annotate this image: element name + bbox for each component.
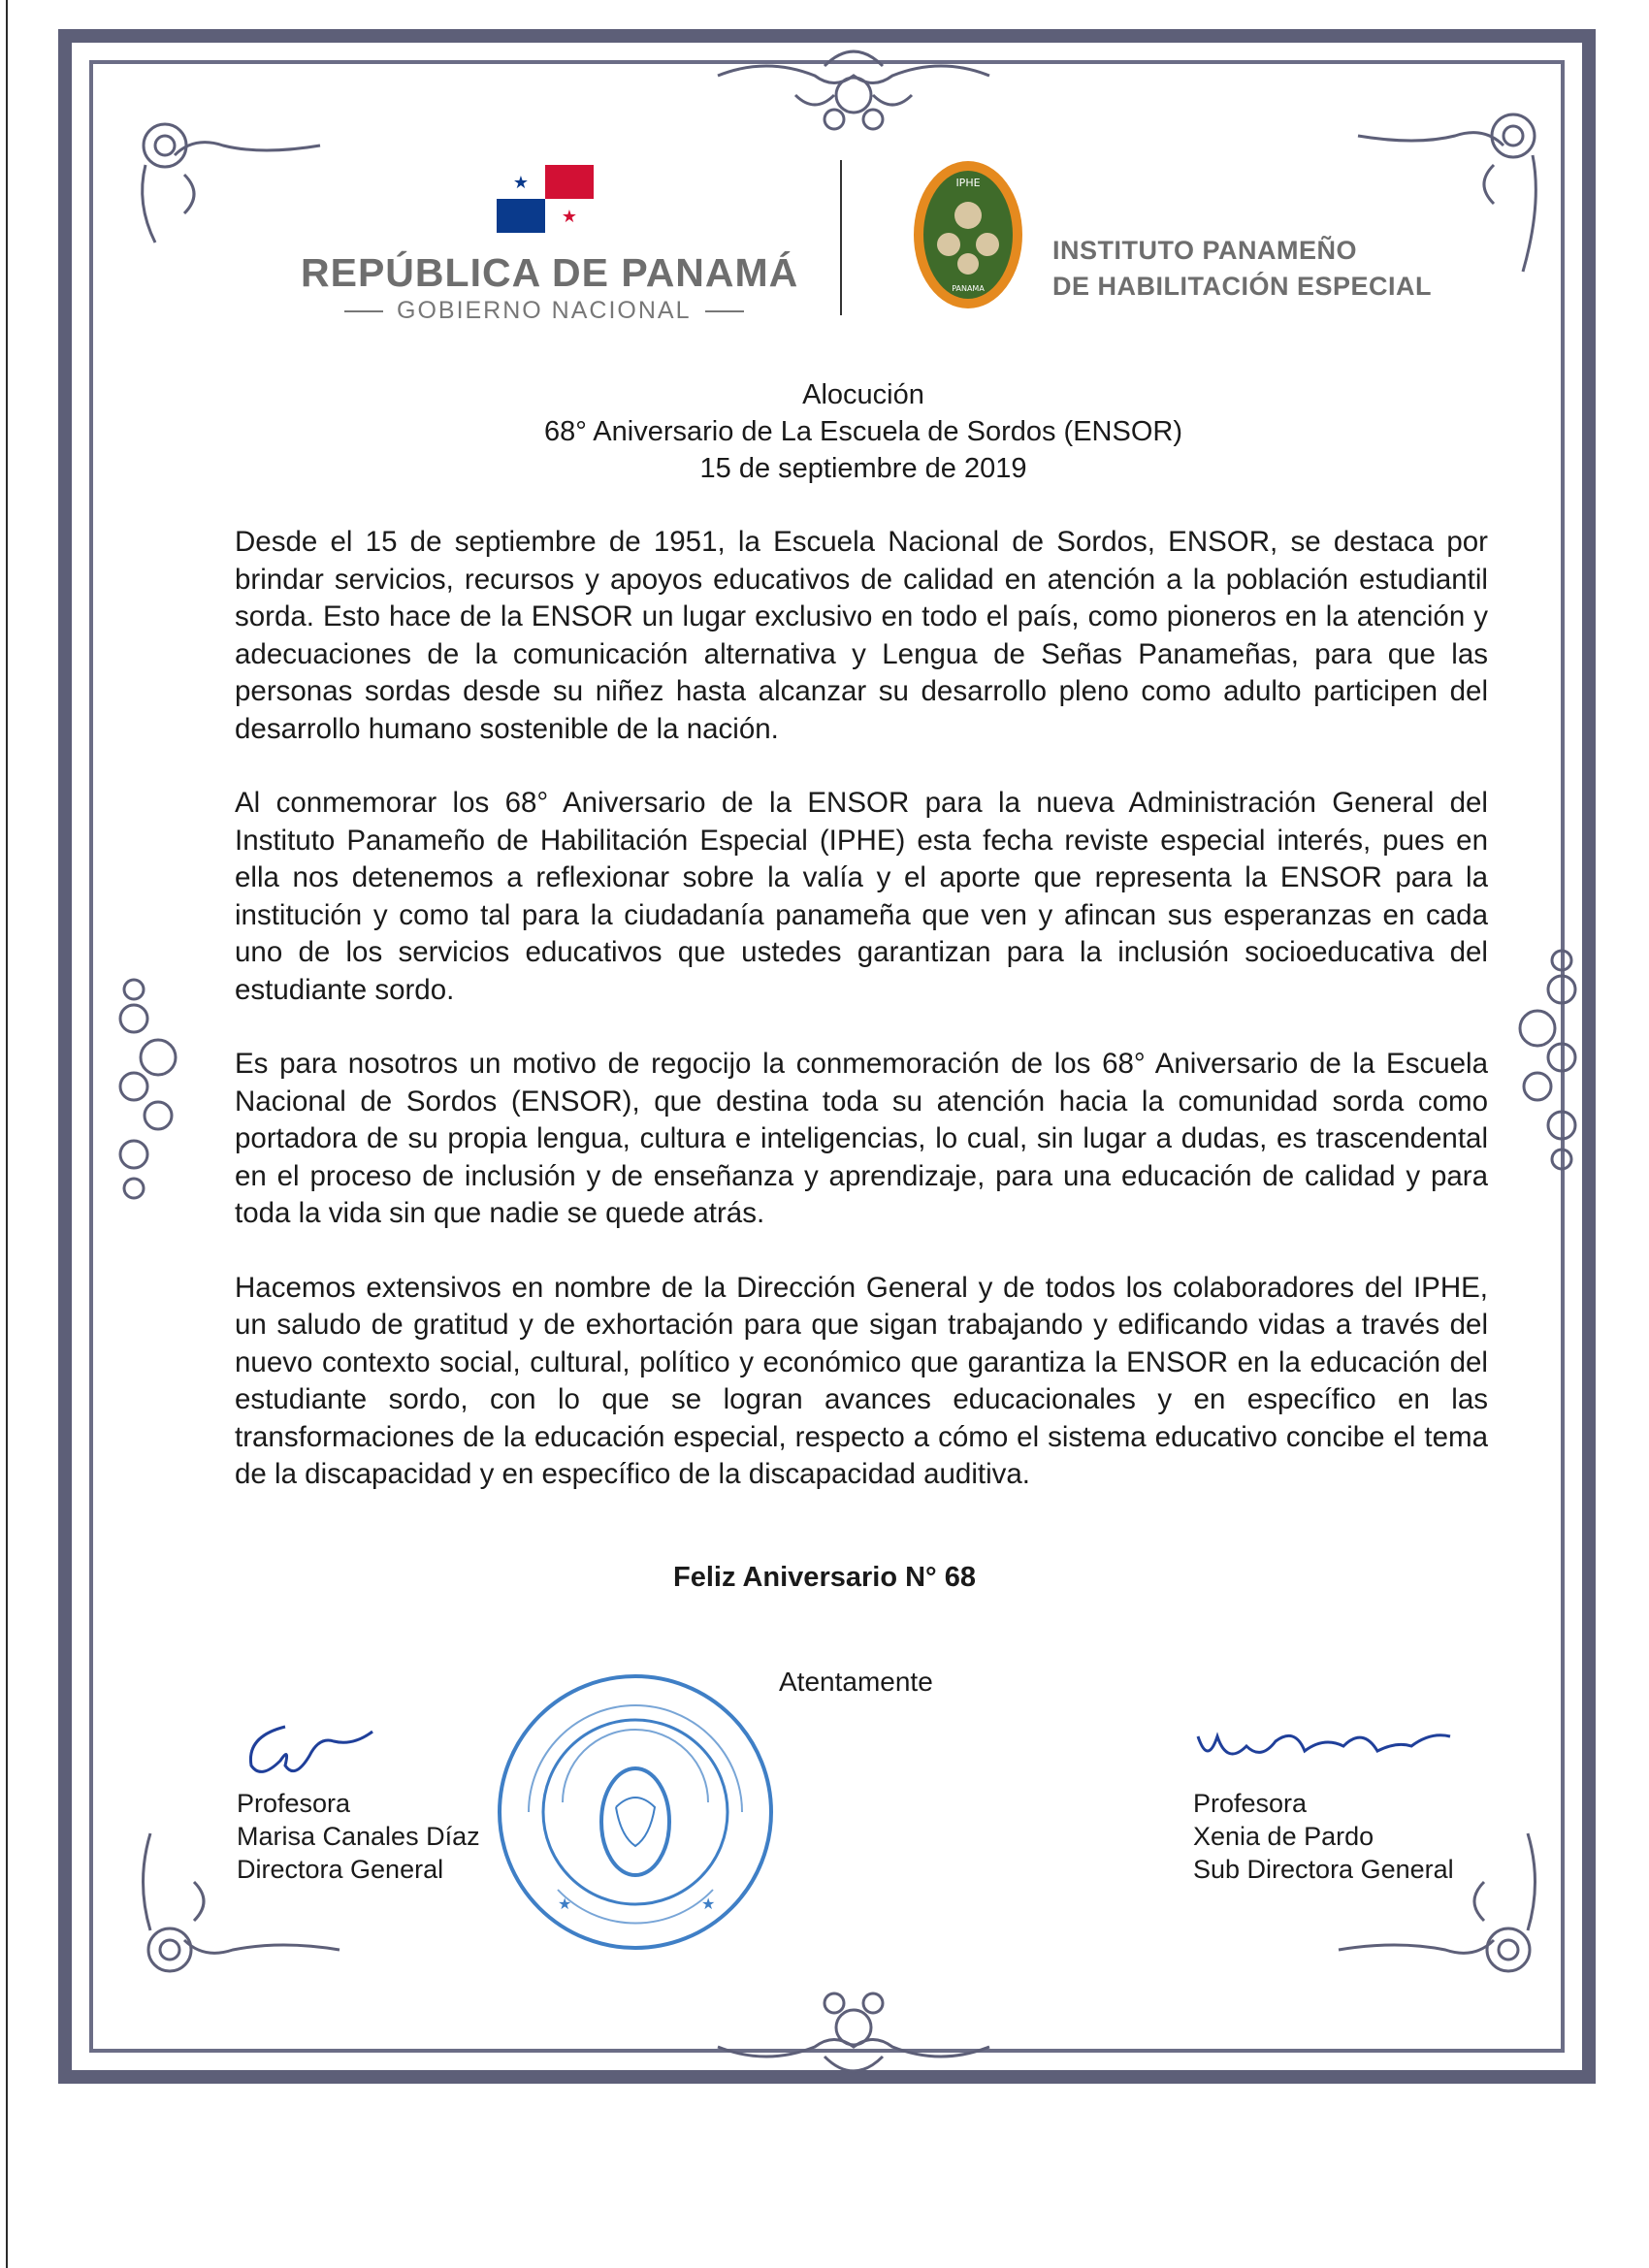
- signer-left: [237, 1787, 480, 1886]
- title-line3: 15 de septiembre de 2019: [699, 453, 1027, 484]
- subtitle-dash: [344, 310, 383, 312]
- paragraph: Al conmemorar los 68° Aniversario de la ENSOR para la nueva Administración General del Instituto Panameño de Habilitación Especial (IPHE) esta fecha reviste especial interés, pues en ella nos detenemos a reflexionar sobre la valía y el aporte que representa la ENSOR para la institución y como tal para la ciudadanía panameña que ven y afincan sus esperanzas en cada uno de los servicios educativos que ustedes garantizan para la inclusión socioeducativa del estudiante sordo.: [235, 787, 1488, 1006]
- signature-right: [1188, 1707, 1460, 1785]
- letterhead: [0, 0, 1649, 349]
- government-subtitle: GOBIERNO NACIONAL: [397, 297, 692, 324]
- paragraph: Hacemos extensivos en nombre de la Dirección General y de todos los colaboradores del IPHE, un saludo de gratitud y de exhortación para que sigan trabajando y edificando vidas a través del nuevo contexto social, cultural, político y económico que garantiza la ENSOR en la educación del estudiante sordo, con lo que se logran avances educacionales y en específico en las transformaciones de la educación especial, respecto a cómo el sistema educativo concibe el tema de la discapacidad y en específico de la discapacidad auditiva.: [235, 1271, 1488, 1490]
- subtitle-dash: [705, 310, 744, 312]
- header-divider: [840, 160, 842, 315]
- svg-text:★: ★: [701, 1895, 716, 1913]
- institution-name-line1: INSTITUTO PANAMEÑO: [1052, 236, 1358, 265]
- institution-name-line2: DE HABILITACIÓN ESPECIAL: [1052, 272, 1433, 301]
- title-line1: Alocución: [802, 379, 924, 410]
- svg-text:★: ★: [561, 207, 578, 227]
- regards-text: Atentamente: [779, 1667, 933, 1697]
- flag-blue-quarter: [497, 199, 545, 233]
- paragraph: Desde el 15 de septiembre de 1951, la Escuela Nacional de Sordos, ENSOR, se destaca por brindar servicios, recursos y apoyos educativos de calidad en atención a la población estudiantil sorda. Esto hace de la ENSOR un lugar exclusivo en todo el país, como pioneros en la atención y adecuaciones de la comunicación alternativa y Lengua de Señas Panameñas, para que las personas sordas desde su niñez hasta alcanzar su desarrollo pleno como adulto participen del desarrollo humano sostenible de la nación.: [235, 526, 1488, 745]
- signer-right-name: Xenia de Pardo: [1193, 1822, 1374, 1851]
- signer-right-title: Profesora: [1193, 1789, 1308, 1818]
- flag-red-quarter: [545, 165, 594, 199]
- signer-left-role: Directora General: [237, 1855, 444, 1884]
- signer-left-title: Profesora: [237, 1789, 351, 1818]
- paragraph: Es para nosotros un motivo de regocijo la conmemoración de los 68° Aniversario de la Escuela Nacional de Sordos (ENSOR), que destina toda su atención hacia la comunidad sorda como portadora de su propia lengua, cultura e inteligencias, lo cual, sin lugar a dudas, es trascendental en el proceso de inclusión y de enseñanza y aprendizaje, para una educación de calidad y para toda la vida sin que nadie se quede atrás.: [235, 1048, 1488, 1229]
- logo-text-bottom: PANAMA: [952, 284, 985, 293]
- panama-flag-icon: [497, 165, 594, 233]
- closing-line: Feliz Aniversario N° 68: [673, 1562, 976, 1593]
- signer-right-role: Sub Directora General: [1193, 1855, 1454, 1884]
- signature-left: [237, 1707, 382, 1785]
- iphe-logo: [910, 157, 1026, 312]
- government-title: REPÚBLICA DE PANAMÁ: [301, 250, 799, 295]
- bottom-center-ornament: [708, 1979, 999, 2086]
- title-line2: 68° Aniversario de La Escuela de Sordos (ENSOR): [544, 416, 1182, 447]
- svg-text:★: ★: [558, 1895, 572, 1913]
- institution-name: [1052, 233, 1432, 305]
- left-side-ornament: [105, 960, 192, 1213]
- logo-text-top: IPHE: [955, 177, 981, 189]
- document-title: [291, 376, 1436, 487]
- government-subtitle-row: [344, 297, 744, 325]
- letter-body: [235, 524, 1488, 1531]
- signer-left-name: Marisa Canales Díaz: [237, 1822, 480, 1851]
- svg-text:★: ★: [512, 173, 530, 193]
- official-seal-stamp: [490, 1667, 781, 1958]
- right-side-ornament: [1508, 931, 1596, 1183]
- signer-right: [1193, 1787, 1454, 1886]
